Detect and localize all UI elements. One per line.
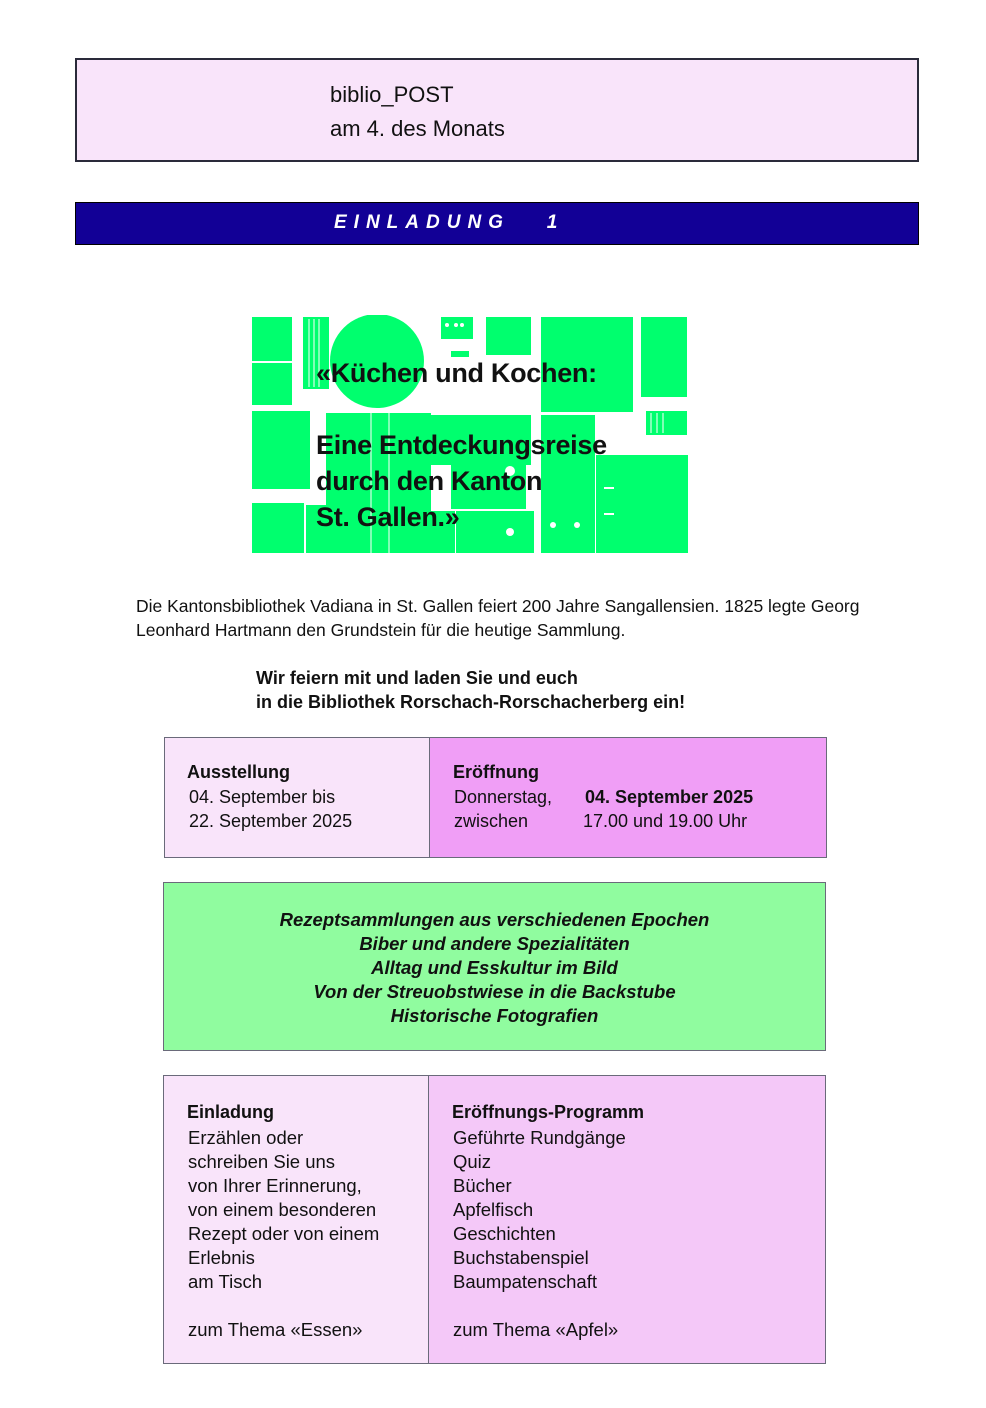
invitation-call-line: Wir feiern mit und laden Sie und euch [256, 668, 578, 688]
program-item: Bücher [453, 1175, 512, 1196]
intro-paragraph: Die Kantonsbibliothek Vadiana in St. Gallen feiert 200 Jahre Sangallensien. 1825 legte Georg Leonhard Hartmann den Grundstein für die heutige Sammlung. [136, 596, 860, 640]
invitation-heading: Einladung [187, 1102, 274, 1122]
invitation-line: schreiben Sie uns [188, 1151, 336, 1172]
theme-item: Rezeptsammlungen aus verschiedenen Epochen [279, 909, 710, 930]
exhibition-start: 04. September bis [189, 787, 336, 807]
poster-title-line: St. Gallen.» [316, 502, 460, 532]
program-item: Baumpatenschaft [453, 1271, 597, 1292]
poster-title [316, 355, 696, 535]
program-item: Buchstabenspiel [453, 1247, 589, 1268]
opening-time-label: zwischen [454, 811, 529, 831]
newsletter-schedule: am 4. des Monats [330, 116, 505, 141]
newsletter-header [75, 58, 919, 162]
theme-item: Alltag und Esskultur im Bild [371, 957, 618, 978]
program-item: Apfelfisch [453, 1199, 534, 1220]
invitation-spacer [188, 1294, 379, 1318]
program-heading: Eröffnungs-Programm [452, 1102, 645, 1122]
opening-cell [429, 737, 827, 858]
program-item: Geschichten [453, 1223, 556, 1244]
exhibition-end: 22. September 2025 [189, 811, 353, 831]
invitation-banner [75, 202, 919, 245]
invitation-line: von Ihrer Erinnerung, [188, 1175, 362, 1196]
poster-title-spacer [316, 391, 696, 427]
program-cell [428, 1075, 826, 1364]
program-item: Quiz [453, 1151, 492, 1172]
poster-title-line: Eine Entdeckungsreise [316, 430, 607, 460]
program-footer: zum Thema «Apfel» [453, 1319, 619, 1340]
invitation-cell [163, 1075, 429, 1364]
newsletter-name: biblio_POST [330, 82, 454, 107]
opening-date: 04. September 2025 [585, 787, 754, 807]
invitation-line: Erlebnis [188, 1247, 255, 1268]
opening-time: 17.00 und 19.00 Uhr [583, 811, 748, 831]
invitation-line: Erzählen oder [188, 1127, 304, 1148]
invitation-line: am Tisch [188, 1271, 263, 1292]
program-item: Geführte Rundgänge [453, 1127, 626, 1148]
invitation-banner-label: EINLADUNG 1 [334, 212, 565, 233]
theme-item: Biber und andere Spezialitäten [359, 933, 630, 954]
theme-item: Von der Streuobstwiese in die Backstube [313, 981, 676, 1002]
exhibition-poster [251, 315, 689, 555]
invitation-call [256, 666, 876, 714]
poster-title-line: durch den Kanton [316, 466, 543, 496]
opening-day-label: Donnerstag, [454, 787, 553, 807]
exhibition-heading: Ausstellung [187, 762, 291, 782]
exhibition-themes [163, 882, 826, 1051]
program-spacer [453, 1294, 626, 1318]
theme-item: Historische Fotografien [390, 1005, 599, 1026]
invitation-line: von einem besonderen [188, 1199, 377, 1220]
opening-heading: Eröffnung [453, 762, 539, 782]
invitation-text [188, 1126, 379, 1342]
poster-title-line: «Küchen und Kochen: [316, 358, 597, 388]
invitation-footer: zum Thema «Essen» [188, 1319, 363, 1340]
exhibition-dates-cell [164, 737, 430, 858]
invitation-line: Rezept oder von einem [188, 1223, 380, 1244]
invitation-call-line: in die Bibliothek Rorschach-Rorschacherberg ein! [256, 692, 686, 712]
program-list [453, 1126, 626, 1342]
